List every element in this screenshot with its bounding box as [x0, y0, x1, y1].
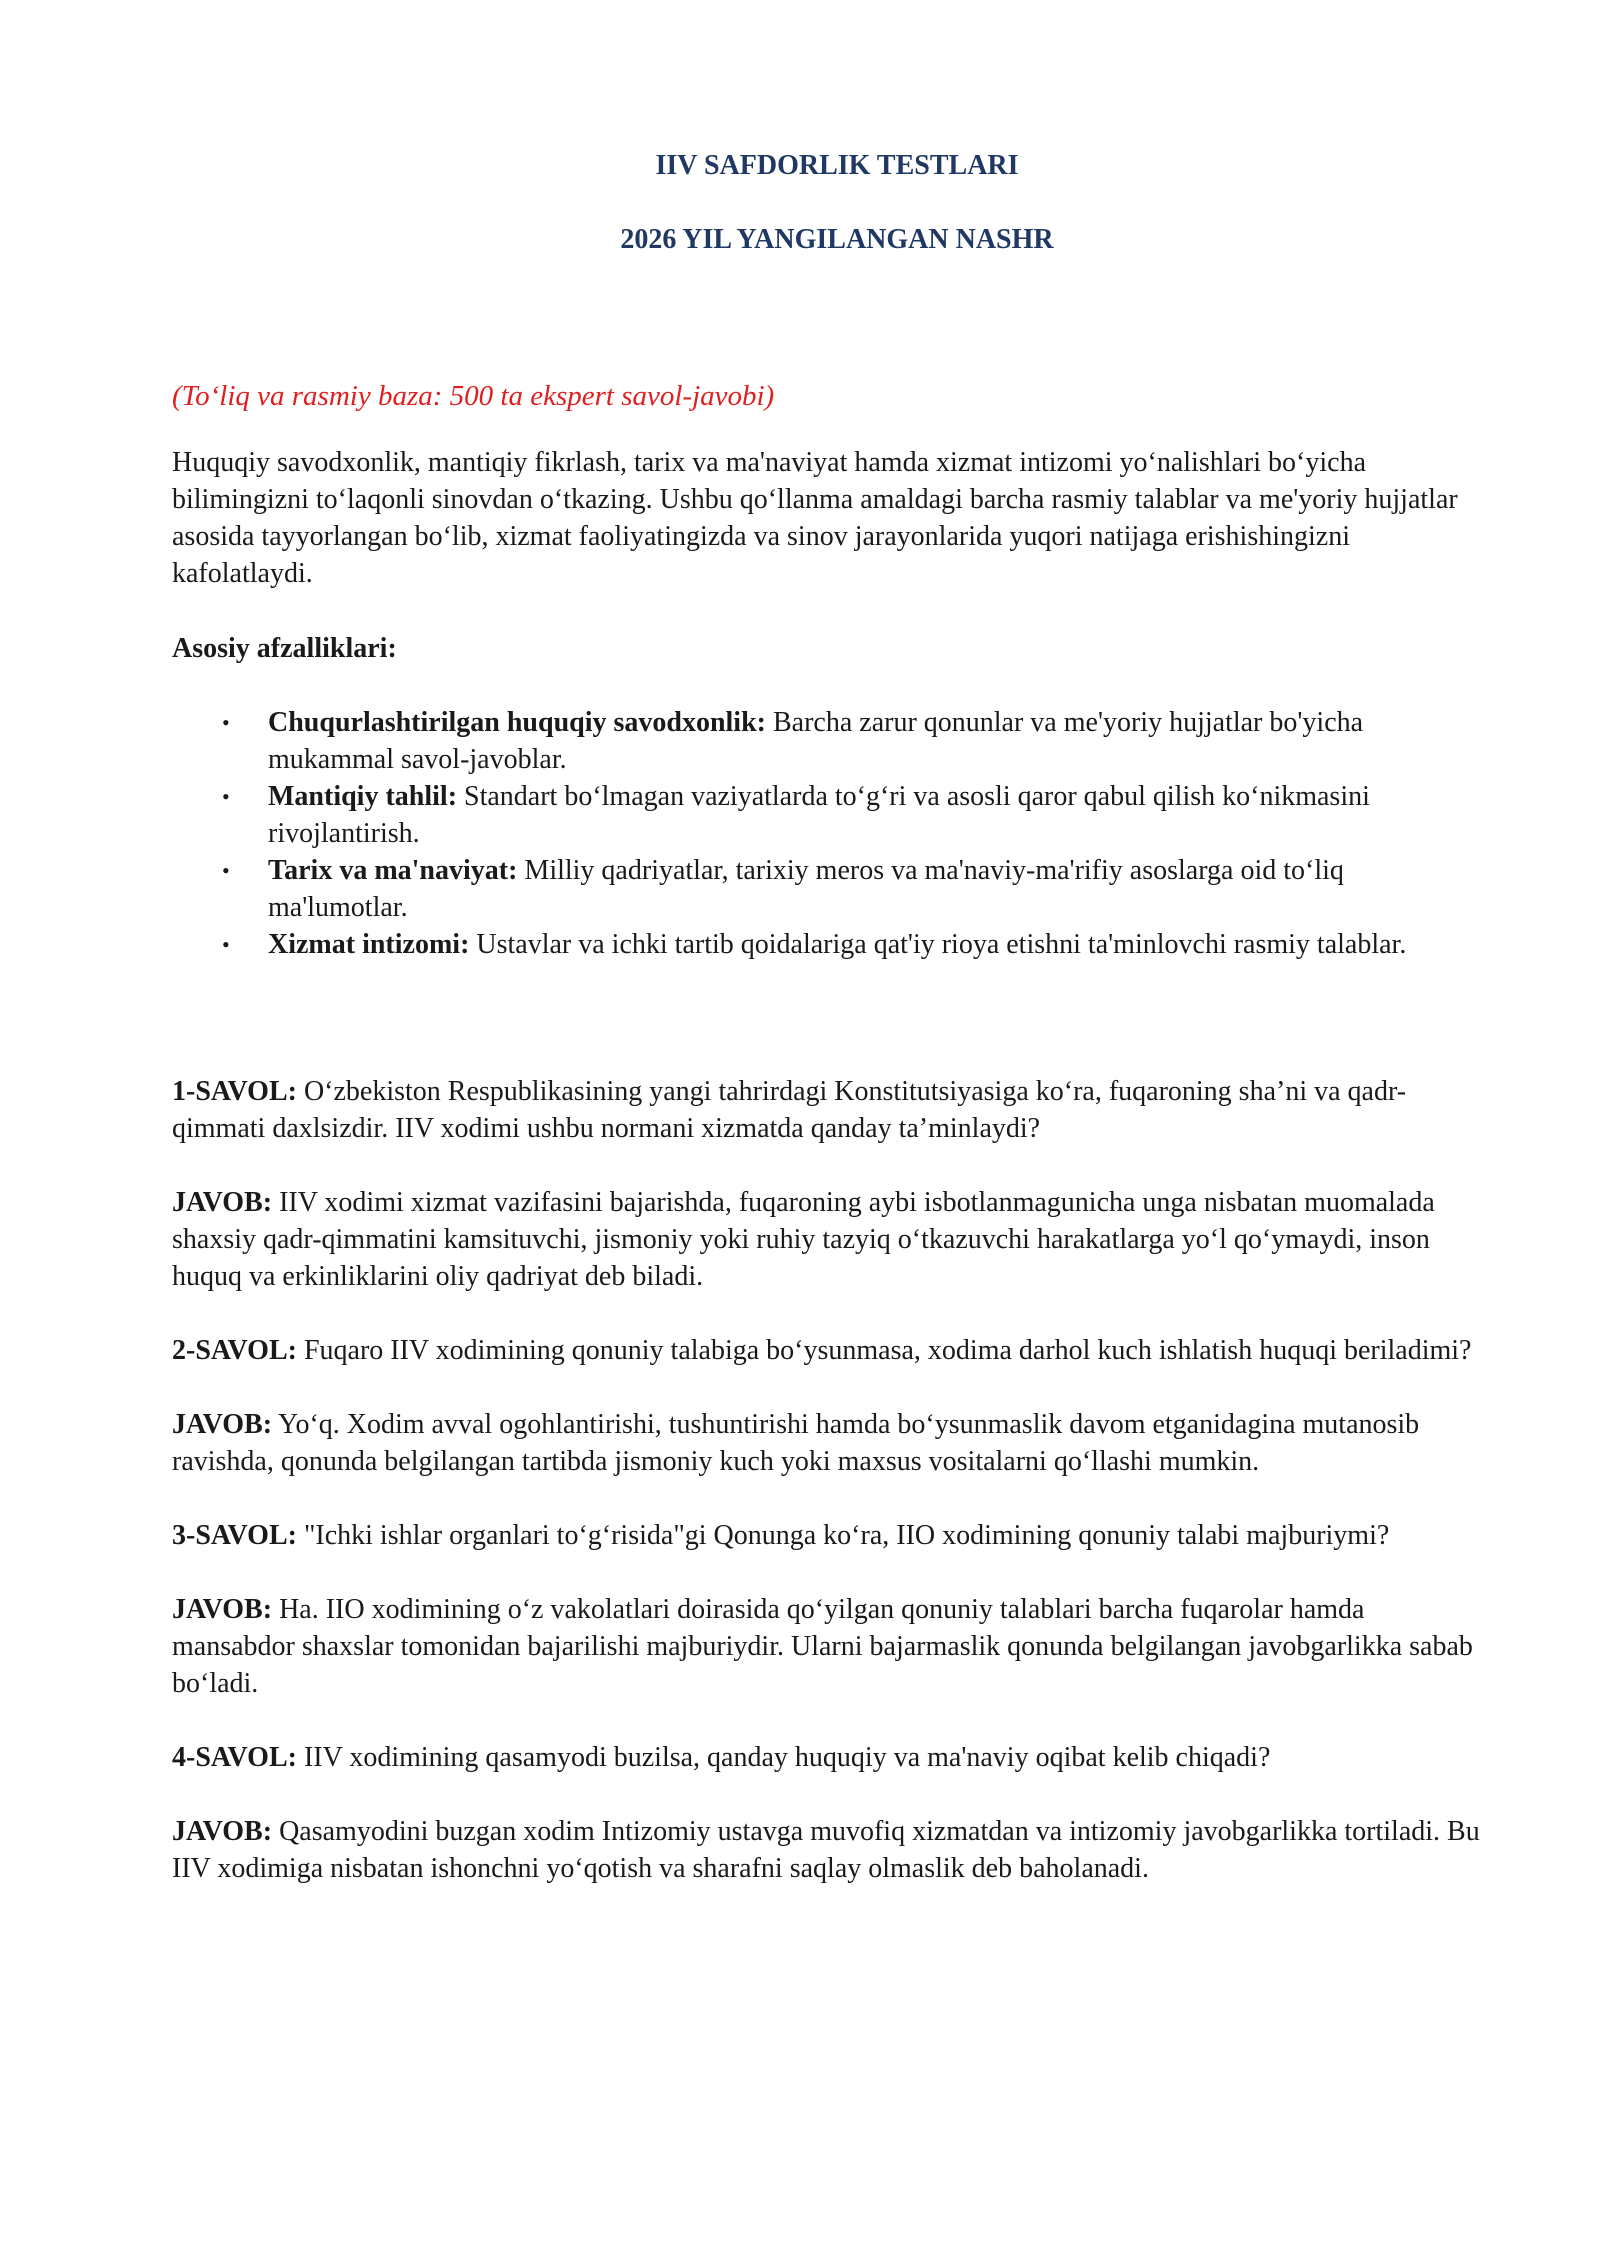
question-label: 2-SAVOL: [172, 1335, 297, 1366]
answer-label: JAVOB: [172, 1816, 273, 1847]
advantage-text: Ustavlar va ichki tartib qoidalariga qat'iy rioya etishni ta'minlovchi rasmiy talablar. [476, 929, 1407, 960]
answer-1 [172, 1184, 1490, 1295]
bullet-icon: • [222, 784, 230, 809]
question-1 [172, 1073, 1490, 1147]
advantage-lead: Chuqurlashtirilgan huquqiy savodxonlik: [268, 707, 766, 738]
answer-2 [172, 1406, 1490, 1480]
advantage-item [172, 704, 1490, 778]
advantages-list [172, 704, 1490, 963]
question-text: O‘zbekiston Respublikasining yangi tahrirdagi Konstitutsiyasiga ko‘ra, fuqaroning sha’ni va qadr-qimmati daxlsizdir. IIV xodimi ushbu normani xizmatda qanday ta’minlaydi? [172, 1076, 1407, 1144]
question-text: "Ichki ishlar organlari to‘g‘risida"gi Qonunga ko‘ra, IIO xodimining qonuniy talabi majburiymi? [303, 1520, 1390, 1551]
qa-section [172, 1073, 1490, 1887]
advantages-heading: Asosiy afzalliklari: [172, 633, 397, 664]
answer-text: Ha. IIO xodimining o‘z vakolatlari doirasida qo‘yilgan qonuniy talablari barcha fuqarolar hamda mansabdor shaxslar tomonidan bajarilishi majburiydir. Ularni bajarmaslik qonunda belgilangan javobgarlikka sabab bo‘ladi. [172, 1594, 1473, 1699]
answer-3 [172, 1591, 1490, 1702]
advantage-item [172, 926, 1490, 963]
document-subtitle: (To‘liq va rasmiy baza: 500 ta ekspert savol-javobi) [172, 380, 775, 412]
question-label: 1-SAVOL: [172, 1076, 297, 1107]
answer-4 [172, 1813, 1490, 1887]
bullet-icon: • [222, 932, 230, 957]
advantage-lead: Tarix va ma'naviyat: [268, 855, 518, 886]
question-text: Fuqaro IIV xodimining qonuniy talabiga bo‘ysunmasa, xodima darhol kuch ishlatish huquqi beriladimi? [303, 1335, 1472, 1366]
answer-text: IIV xodimi xizmat vazifasini bajarishda, fuqaroning aybi isbotlanmagunicha unga nisbatan muomalada shaxsiy qadr-qimmatini kamsituvchi, jismoniy yoki ruhiy tazyiq o‘tkazuvchi harakatlarga yo‘l qo‘ymaydi, inson huquq va erkinliklarini oliy qadriyat deb biladi. [172, 1187, 1435, 1292]
advantage-text: Standart bo‘lmagan vaziyatlarda to‘g‘ri va asosli qaror qabul qilish ko‘nikmasini rivojlantirish. [268, 781, 1370, 849]
advantage-item [172, 852, 1490, 926]
document-edition: 2026 YIL YANGILANGAN NASHR [620, 224, 1054, 255]
question-text: IIV xodimining qasamyodi buzilsa, qanday huquqiy va ma'naviy oqibat kelib chiqadi? [303, 1742, 1271, 1773]
question-2 [172, 1332, 1490, 1369]
answer-text: Qasamyodini buzgan xodim Intizomiy ustavga muvofiq xizmatdan va intizomiy javobgarlikka tortiladi. Bu IIV xodimiga nisbatan ishonchni yo‘qotish va sharafni saqlay olmaslik deb baholanadi. [172, 1816, 1480, 1884]
question-label: 4-SAVOL: [172, 1742, 297, 1773]
answer-label: JAVOB: [172, 1187, 273, 1218]
advantage-lead: Mantiqiy tahlil: [268, 781, 458, 812]
intro-paragraph: Huquqiy savodxonlik, mantiqiy fikrlash, tarix va ma'naviyat hamda xizmat intizomi yo‘nalishlari bo‘yicha bilimingizni to‘laqonli sinovdan o‘tkazing. Ushbu qo‘llanma amaldagi barcha rasmiy talablar va me'yoriy hujjatlar asosida tayyorlangan bo‘lib, xizmat faoliyatingizda va sinov jarayonlarida yuqori natijaga erishishingizni kafolatlaydi. [172, 447, 1458, 589]
answer-text: Yo‘q. Xodim avval ogohlantirishi, tushuntirishi hamda bo‘ysunmaslik davom etganidagina mutanosib ravishda, qonunda belgilangan tartibda jismoniy kuch yoki maxsus vositalarni qo‘llashi mumkin. [172, 1409, 1420, 1477]
answer-label: JAVOB: [172, 1409, 273, 1440]
advantage-text: Barcha zarur qonunlar va me'yoriy hujjatlar bo'yicha mukammal savol-javoblar. [268, 707, 1364, 775]
advantage-lead: Xizmat intizomi: [268, 929, 470, 960]
question-4 [172, 1739, 1490, 1776]
question-label: 3-SAVOL: [172, 1520, 297, 1551]
question-3 [172, 1517, 1490, 1554]
advantage-item [172, 778, 1490, 852]
bullet-icon: • [222, 710, 230, 735]
answer-label: JAVOB: [172, 1594, 273, 1625]
advantage-text: Milliy qadriyatlar, tarixiy meros va ma'naviy-ma'rifiy asoslarga oid to‘liq ma'lumotlar. [268, 855, 1344, 923]
document-title: IIV SAFDORLIK TESTLARI [655, 150, 1019, 181]
bullet-icon: • [222, 858, 230, 883]
